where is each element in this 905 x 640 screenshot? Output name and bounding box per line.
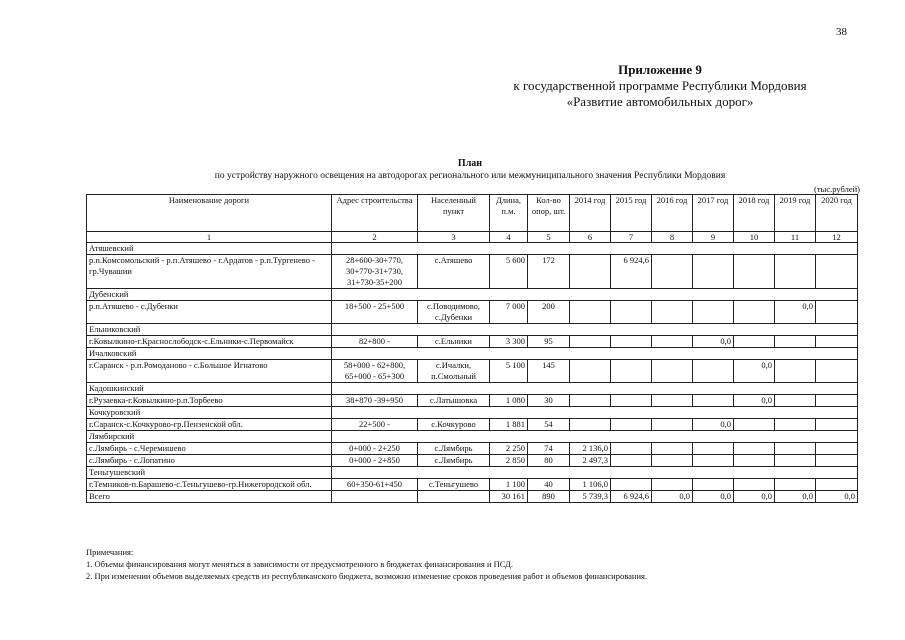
column-header: 2016 год xyxy=(652,195,693,232)
district-spacer xyxy=(332,407,858,419)
table-cell: 58+000 - 62+800, 65+000 - 65+300 xyxy=(332,360,418,383)
table-cell: 95 xyxy=(528,336,570,348)
district-row xyxy=(87,324,858,336)
column-header: Адрес строительства xyxy=(332,195,418,232)
table-cell xyxy=(816,443,858,455)
column-header: Кол-во опор, шт. xyxy=(528,195,570,232)
table-cell xyxy=(652,336,693,348)
table-cell xyxy=(775,395,816,407)
table-cell: г.Саранск - р.п.Ромоданово - с.Большое Игнатово xyxy=(87,360,332,383)
table-cell xyxy=(775,336,816,348)
district-row xyxy=(87,243,858,255)
district-name: Ельниковский xyxy=(87,324,332,336)
district-name: Лямбирский xyxy=(87,431,332,443)
table-cell: 30 xyxy=(528,395,570,407)
table-cell xyxy=(611,479,652,491)
table-cell: 54 xyxy=(528,419,570,431)
total-cell: 0,0 xyxy=(693,491,734,503)
table-cell: 0,0 xyxy=(775,301,816,324)
table-cell: г.Рузаевка-г.Ковылкино-р.п.Торбеево xyxy=(87,395,332,407)
table-cell xyxy=(816,336,858,348)
table-row xyxy=(87,479,858,491)
column-number: 11 xyxy=(775,232,816,243)
table-cell xyxy=(693,255,734,289)
table-cell xyxy=(816,255,858,289)
table-cell: с.Лямбирь - с.Черемишево xyxy=(87,443,332,455)
table-cell xyxy=(693,479,734,491)
table-cell xyxy=(570,419,611,431)
table-cell: 74 xyxy=(528,443,570,455)
table-cell: 28+600-30+770, 30+770-31+730, 31+730-35+200 xyxy=(332,255,418,289)
district-name: Атяшевский xyxy=(87,243,332,255)
table-row xyxy=(87,336,858,348)
table-cell xyxy=(570,301,611,324)
table-cell xyxy=(775,255,816,289)
table-row xyxy=(87,301,858,324)
table-cell xyxy=(734,443,775,455)
table-row xyxy=(87,419,858,431)
district-row xyxy=(87,383,858,395)
table-cell: 6 924,6 xyxy=(611,255,652,289)
table-cell: с.Кочкурово xyxy=(418,419,490,431)
unit-label: (тыс.рублей) xyxy=(814,184,860,194)
plan-table xyxy=(86,194,858,503)
table-cell xyxy=(734,255,775,289)
table-cell: с.Лямбирь xyxy=(418,443,490,455)
district-row xyxy=(87,467,858,479)
table-cell: 5 600 xyxy=(490,255,528,289)
table-cell: 82+800 - xyxy=(332,336,418,348)
plan-header xyxy=(80,158,860,182)
table-cell xyxy=(652,301,693,324)
table-cell xyxy=(775,455,816,467)
table-cell xyxy=(693,301,734,324)
table-cell xyxy=(734,419,775,431)
table-cell: 2 850 xyxy=(490,455,528,467)
column-header: Населенный пункт xyxy=(418,195,490,232)
column-number: 5 xyxy=(528,232,570,243)
table-cell: 145 xyxy=(528,360,570,383)
table-cell: 2 497,3 xyxy=(570,455,611,467)
column-number: 3 xyxy=(418,232,490,243)
district-row xyxy=(87,407,858,419)
table-cell xyxy=(611,360,652,383)
table-cell: 38+870 -39+950 xyxy=(332,395,418,407)
total-cell: 890 xyxy=(528,491,570,503)
table-cell: р.п.Комсомольский - р.п.Атяшево - г.Ардатов - р.п.Тургенево - гр.Чувашии xyxy=(87,255,332,289)
column-number: 1 xyxy=(87,232,332,243)
table-cell: 60+350-61+450 xyxy=(332,479,418,491)
district-row xyxy=(87,431,858,443)
column-number: 2 xyxy=(332,232,418,243)
table-cell xyxy=(816,395,858,407)
table-cell: 0,0 xyxy=(693,419,734,431)
table-cell xyxy=(693,395,734,407)
table-cell xyxy=(611,455,652,467)
table-cell xyxy=(816,419,858,431)
total-row xyxy=(87,491,858,503)
district-name: Кочкуровский xyxy=(87,407,332,419)
table-cell: с.Атяшево xyxy=(418,255,490,289)
table-cell: 172 xyxy=(528,255,570,289)
table-cell: 18+500 - 25+500 xyxy=(332,301,418,324)
column-header: Наименование дороги xyxy=(87,195,332,232)
table-cell: 5 100 xyxy=(490,360,528,383)
table-cell xyxy=(652,255,693,289)
table-cell xyxy=(652,443,693,455)
table-header-row xyxy=(87,195,858,232)
table-cell: р.п.Атяшево - с.Дубенки xyxy=(87,301,332,324)
page-number: 38 xyxy=(836,26,847,38)
plan-title: План xyxy=(457,158,483,169)
table-cell xyxy=(611,443,652,455)
table-cell: с.Лямбирь xyxy=(418,455,490,467)
table-cell xyxy=(734,301,775,324)
table-cell: 2 250 xyxy=(490,443,528,455)
table-cell: 40 xyxy=(528,479,570,491)
column-number: 8 xyxy=(652,232,693,243)
total-cell: 5 739,3 xyxy=(570,491,611,503)
table-cell xyxy=(652,360,693,383)
column-header: Длина, п.м. xyxy=(490,195,528,232)
column-header: 2018 год xyxy=(734,195,775,232)
table-cell: 1 106,0 xyxy=(570,479,611,491)
table-cell xyxy=(570,255,611,289)
table-cell: 0,0 xyxy=(693,336,734,348)
table-cell xyxy=(816,479,858,491)
table-cell: с.Поводимово, с.Дубенки xyxy=(418,301,490,324)
total-cell: 0,0 xyxy=(652,491,693,503)
table-cell: 22+500 - xyxy=(332,419,418,431)
table-row xyxy=(87,443,858,455)
table-row xyxy=(87,255,858,289)
table-cell: г.Темников-п.Барашево-с.Теньгушево-гр.Нижегородской обл. xyxy=(87,479,332,491)
table-cell: 1 080 xyxy=(490,395,528,407)
district-name: Теньгушевский xyxy=(87,467,332,479)
note-2: 2. При изменении объемов выделяемых средств из республиканского бюджета, возможно изменение сроков проведения работ и объемов финансирования. xyxy=(86,571,648,581)
table-cell xyxy=(652,395,693,407)
total-cell xyxy=(418,491,490,503)
table-cell: 200 xyxy=(528,301,570,324)
table-cell: 3 300 xyxy=(490,336,528,348)
district-name: Кадошкинский xyxy=(87,383,332,395)
column-header: 2017 год xyxy=(693,195,734,232)
column-header: 2014 год xyxy=(570,195,611,232)
table-cell xyxy=(611,395,652,407)
appendix-line3: «Развитие автомобильных дорог» xyxy=(566,94,754,109)
district-spacer xyxy=(332,348,858,360)
notes-title: Примечания: xyxy=(86,547,134,557)
total-cell: 0,0 xyxy=(775,491,816,503)
table-cell: 1 881 xyxy=(490,419,528,431)
district-spacer xyxy=(332,383,858,395)
total-cell: 0,0 xyxy=(816,491,858,503)
table-cell xyxy=(693,455,734,467)
table-cell xyxy=(816,301,858,324)
table-cell xyxy=(652,455,693,467)
note-1: 1. Объемы финансирования могут меняться в зависимости от предусмотренного в бюджетах финансирования и ПСД. xyxy=(86,559,513,569)
table-cell xyxy=(611,301,652,324)
table-cell: с.Лямбирь - с.Лопатино xyxy=(87,455,332,467)
table-cell xyxy=(816,455,858,467)
table-row xyxy=(87,360,858,383)
district-name: Ичалковский xyxy=(87,348,332,360)
district-spacer xyxy=(332,243,858,255)
table-cell: с.Ичалки, п.Смольный xyxy=(418,360,490,383)
table-cell xyxy=(570,336,611,348)
table-body xyxy=(87,243,858,503)
table-cell xyxy=(734,479,775,491)
table-cell xyxy=(611,419,652,431)
appendix-line2: к государственной программе Республики Мордовия xyxy=(513,78,807,93)
appendix-title: Приложение 9 xyxy=(618,62,702,77)
table-cell xyxy=(652,419,693,431)
column-number-row xyxy=(87,232,858,243)
notes xyxy=(86,546,647,582)
table-cell xyxy=(570,360,611,383)
column-header: 2020 год xyxy=(816,195,858,232)
table-cell: 0,0 xyxy=(734,360,775,383)
table-cell xyxy=(652,479,693,491)
plan-subtitle: по устройству наружного освещения на автодорогах регионального или межмуниципального значения Республики Мордовия xyxy=(214,171,726,181)
table-cell xyxy=(775,443,816,455)
table-cell: 2 136,0 xyxy=(570,443,611,455)
total-cell xyxy=(332,491,418,503)
column-header: 2019 год xyxy=(775,195,816,232)
column-number: 4 xyxy=(490,232,528,243)
table-cell xyxy=(734,336,775,348)
table-row xyxy=(87,455,858,467)
appendix-header xyxy=(470,62,850,110)
table-cell: 80 xyxy=(528,455,570,467)
column-number: 7 xyxy=(611,232,652,243)
table-cell: 7 000 xyxy=(490,301,528,324)
table-cell: г.Ковылкино-г.Краснослободск-с.Ельники-с.Первомайск xyxy=(87,336,332,348)
column-number: 6 xyxy=(570,232,611,243)
total-cell: 6 924,6 xyxy=(611,491,652,503)
table-cell xyxy=(775,479,816,491)
table-cell xyxy=(693,443,734,455)
table-cell: 0,0 xyxy=(734,395,775,407)
column-number: 9 xyxy=(693,232,734,243)
district-row xyxy=(87,289,858,301)
table-cell xyxy=(734,455,775,467)
table-cell xyxy=(693,360,734,383)
table-cell: с.Латышовка xyxy=(418,395,490,407)
district-spacer xyxy=(332,289,858,301)
table-cell: с.Теньгушево xyxy=(418,479,490,491)
table-cell xyxy=(611,336,652,348)
table-row xyxy=(87,395,858,407)
district-name: Дубенский xyxy=(87,289,332,301)
table-cell: 0+000 - 2+850 xyxy=(332,455,418,467)
table-cell xyxy=(570,395,611,407)
table-cell xyxy=(775,360,816,383)
table-cell: г.Саранск-с.Кочкурово-гр.Пензенской обл. xyxy=(87,419,332,431)
table-cell: с.Ельники xyxy=(418,336,490,348)
column-number: 12 xyxy=(816,232,858,243)
table-cell: 1 100 xyxy=(490,479,528,491)
total-cell: 30 161 xyxy=(490,491,528,503)
column-header: 2015 год xyxy=(611,195,652,232)
total-cell: Всего xyxy=(87,491,332,503)
table-cell: 0+000 - 2+250 xyxy=(332,443,418,455)
district-row xyxy=(87,348,858,360)
district-spacer xyxy=(332,324,858,336)
column-number: 10 xyxy=(734,232,775,243)
table-cell xyxy=(775,419,816,431)
total-cell: 0,0 xyxy=(734,491,775,503)
district-spacer xyxy=(332,431,858,443)
table-cell xyxy=(816,360,858,383)
district-spacer xyxy=(332,467,858,479)
